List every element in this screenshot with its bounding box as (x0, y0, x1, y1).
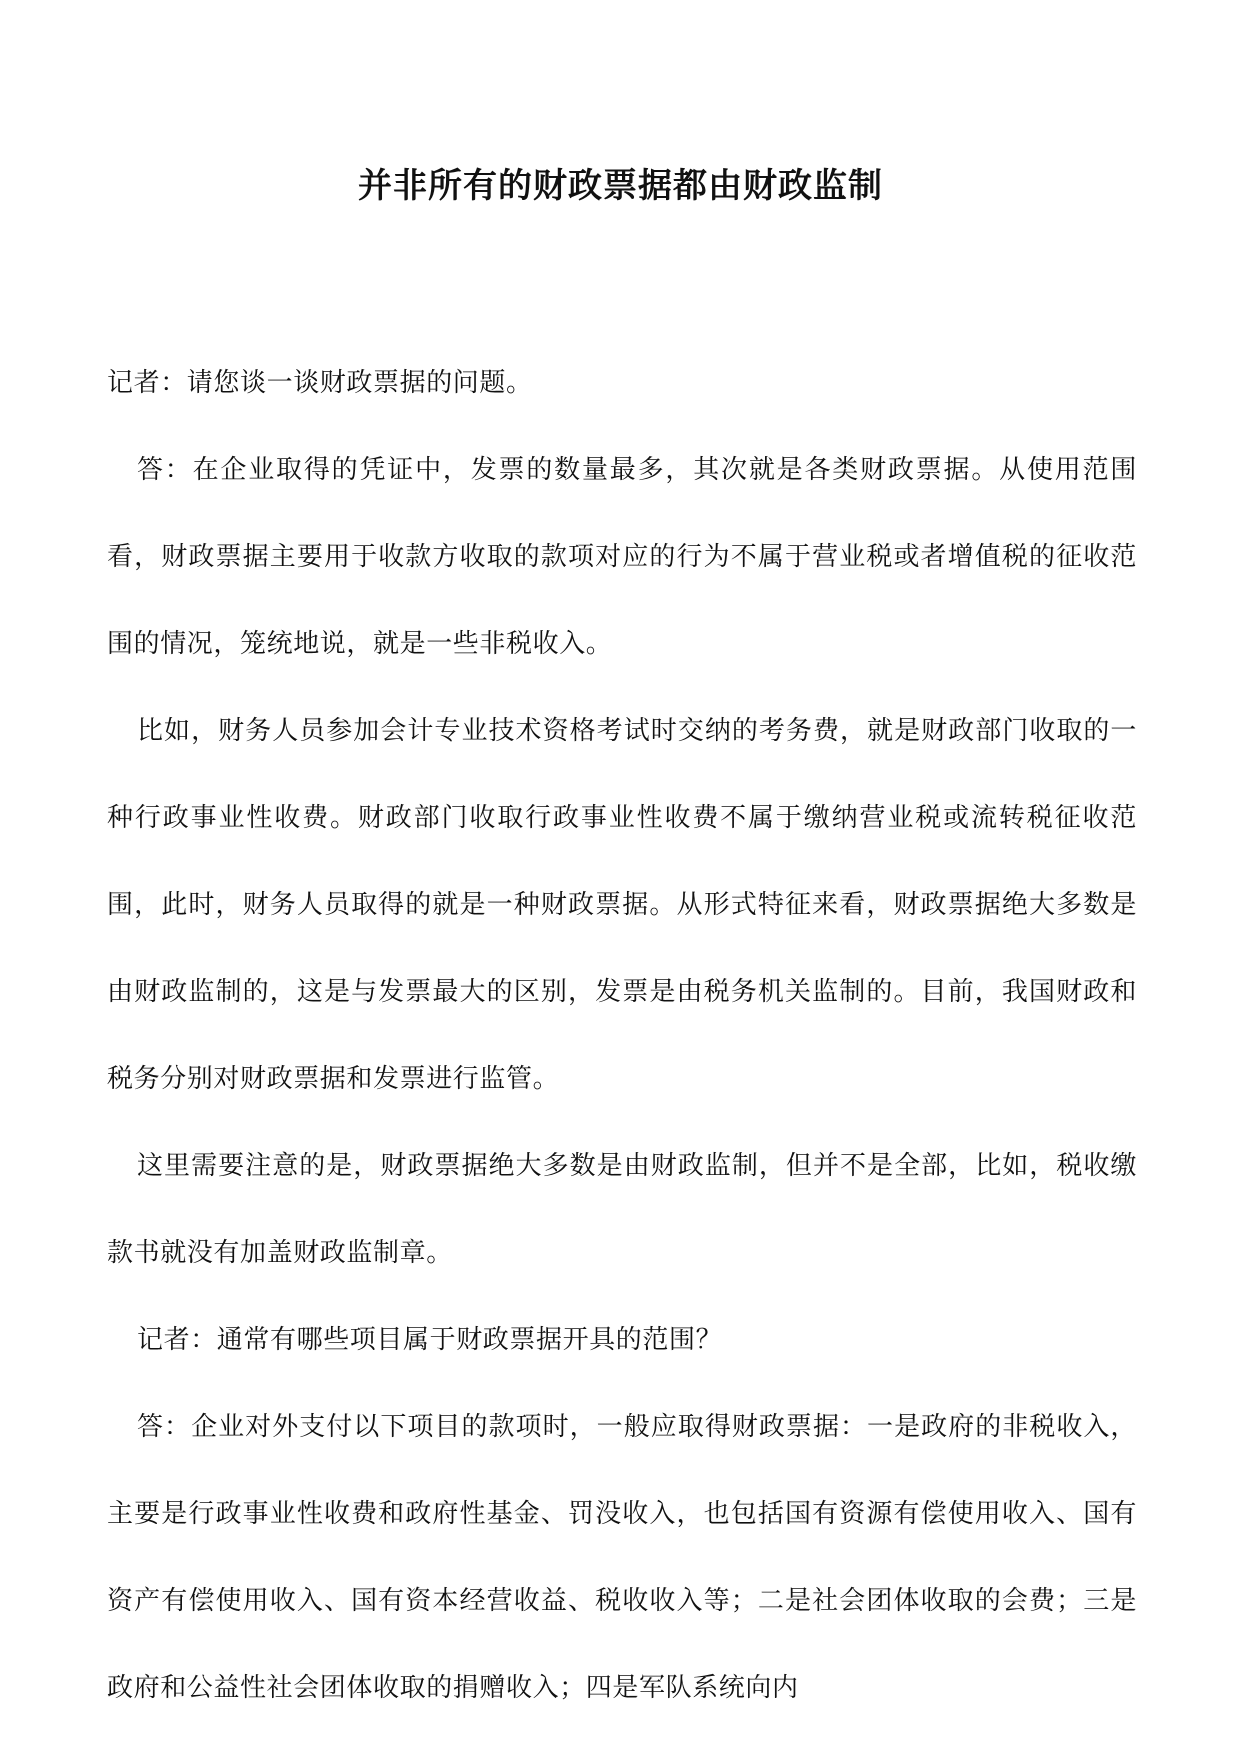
document-title: 并非所有的财政票据都由财政监制 (358, 166, 883, 206)
paragraph-reporter-question-1: 记者：请您谈一谈财政票据的问题。 (107, 368, 533, 398)
paragraph-example: 比如，财务人员参加会计专业技术资格考试时交纳的考务费，就是财政部门收取的一种行政事业性收费。财政部门收取行政事业性收费不属于缴纳营业税或流转税征收范围，此时，财务人员取得的就是一种财政票据。从形式特征来看，财政票据绝大多数是由财政监制的，这是与发票最大的区别，发票是由税务机关监制的。目前，我国财政和税务分别对财政票据和发票进行监管。 (107, 716, 1137, 1094)
paragraph-answer-1: 答：在企业取得的凭证中，发票的数量最多，其次就是各类财政票据。从使用范围看，财政票据主要用于收款方收取的款项对应的行为不属于营业税或者增值税的征收范围的情况，笼统地说，就是一些非税收入。 (107, 455, 1137, 659)
paragraph-reporter-question-2: 记者：通常有哪些项目属于财政票据开具的范围？ (137, 1325, 723, 1355)
document-body (107, 340, 1137, 1732)
paragraph-answer-2: 答：企业对外支付以下项目的款项时，一般应取得财政票据：一是政府的非税收入，主要是行政事业性收费和政府性基金、罚没收入，也包括国有资源有偿使用收入、国有资产有偿使用收入、国有资本经营收益、税收收入等；二是社会团体收取的会费；三是政府和公益性社会团体收取的捐赠收入；四是军队系统向内 (107, 1412, 1137, 1703)
paragraph-note: 这里需要注意的是，财政票据绝大多数是由财政监制，但并不是全部，比如，税收缴款书就没有加盖财政监制章。 (107, 1151, 1137, 1268)
